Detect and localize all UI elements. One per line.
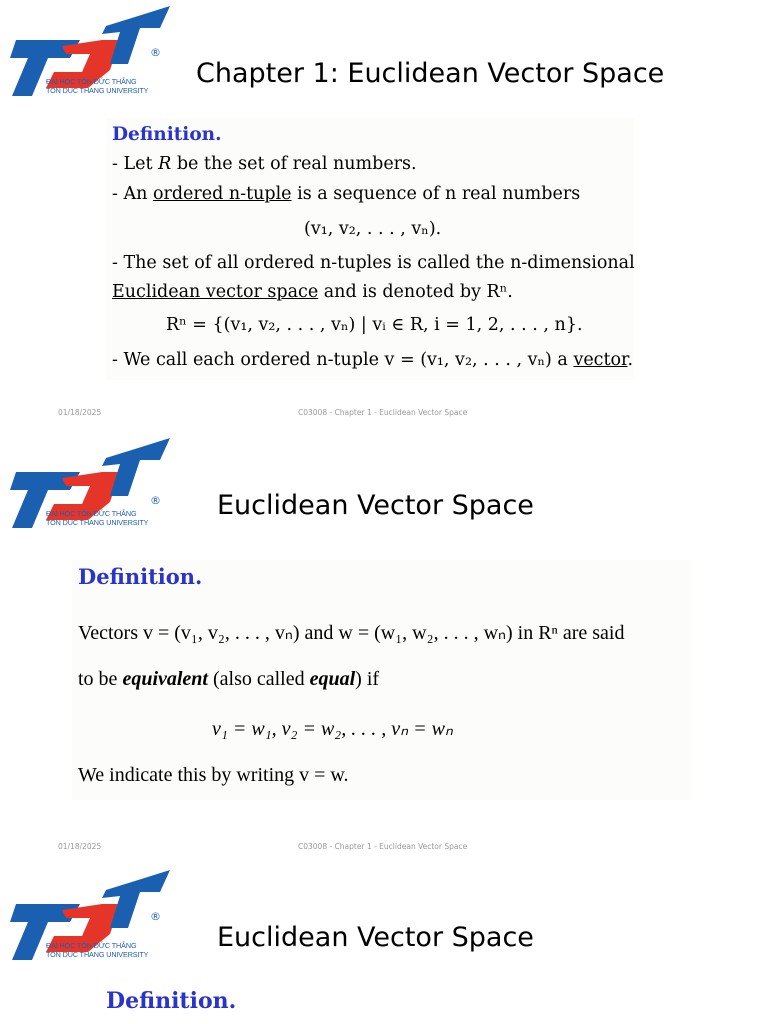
def-line-3: v₁ = w₁, v₂ = w₂, . . . , vₙ = wₙ: [212, 718, 453, 740]
footer-date: 01/18/2025: [58, 408, 102, 417]
footer-course: C03008 - Chapter 1 - Euclidean Vector Space: [298, 842, 468, 851]
footer-course: C03008 - Chapter 1 - Euclidean Vector Space: [298, 408, 468, 417]
logo-registered-mark: ®: [150, 494, 161, 507]
logo-university-name-en: TON DUC THANG UNIVERSITY: [46, 86, 149, 95]
def-line-4: We indicate this by writing v = w.: [78, 764, 349, 786]
logo-registered-mark: ®: [150, 46, 161, 59]
def-line-1: Vectors v = (v₁, v₂, . . . , vₙ) and w = (w₁, w₂, . . . , wₙ) in Rⁿ are said: [78, 622, 625, 644]
definition-box: [72, 560, 692, 800]
def-line-4: - The set of all ordered n-tuples is called the n-dimensional: [112, 253, 635, 273]
equal-term: equal: [309, 668, 356, 690]
logo-university-name-en: TON DUC THANG UNIVERSITY: [46, 950, 149, 959]
slide-2: [0, 432, 768, 862]
tdt-logo: [10, 6, 172, 98]
def-line-5: Euclidean vector space and is denoted by Rⁿ.: [112, 282, 513, 302]
logo-university-name-vn: ĐẠI HỌC TÔN ĐỨC THẮNG: [46, 941, 137, 950]
def-line-1: - Let R be the set of real numbers.: [112, 154, 417, 174]
slide-title: Euclidean Vector Space: [217, 922, 534, 953]
slide-title: Euclidean Vector Space: [217, 490, 534, 521]
def-line-3: (v₁, v₂, . . . , vₙ).: [304, 219, 442, 239]
logo-registered-mark: ®: [150, 910, 161, 923]
ordered-ntuple-term: ordered n-tuple: [152, 184, 292, 204]
def-line-6: Rⁿ = {(v₁, v₂, . . . , vₙ) | vᵢ ∈ R, i = 1, 2, . . . , n}.: [166, 315, 583, 335]
def-line-7: - We call each ordered n-tuple v = (v₁, v₂, . . . , vₙ) a vector.: [112, 350, 634, 370]
logo-university-name-vn: ĐẠI HỌC TÔN ĐỨC THẮNG: [46, 77, 137, 86]
slide-title: Chapter 1: Euclidean Vector Space: [196, 58, 665, 89]
equivalent-term: equivalent: [122, 668, 208, 690]
definition-label: Definition.: [78, 564, 203, 589]
slide-1: [0, 0, 768, 430]
vector-term: vector: [573, 350, 628, 370]
logo-university-name-vn: ĐẠI HỌC TÔN ĐỨC THẮNG: [46, 509, 137, 518]
definition-label: Definition.: [112, 124, 222, 145]
def-line-2: to be equivalent (also called equal) if: [78, 668, 380, 690]
logo-university-name-en: TON DUC THANG UNIVERSITY: [46, 518, 149, 527]
def-line-2: - An ordered n-tuple is a sequence of n real numbers: [112, 184, 581, 204]
slide-3: [0, 864, 768, 1024]
euclidean-vector-space-term: Euclidean vector space: [112, 282, 319, 302]
footer-date: 01/18/2025: [58, 842, 102, 851]
tdt-logo: [10, 870, 172, 962]
definition-label: Definition.: [106, 988, 237, 1014]
tdt-logo: [10, 438, 172, 530]
definition-box: [106, 118, 634, 380]
